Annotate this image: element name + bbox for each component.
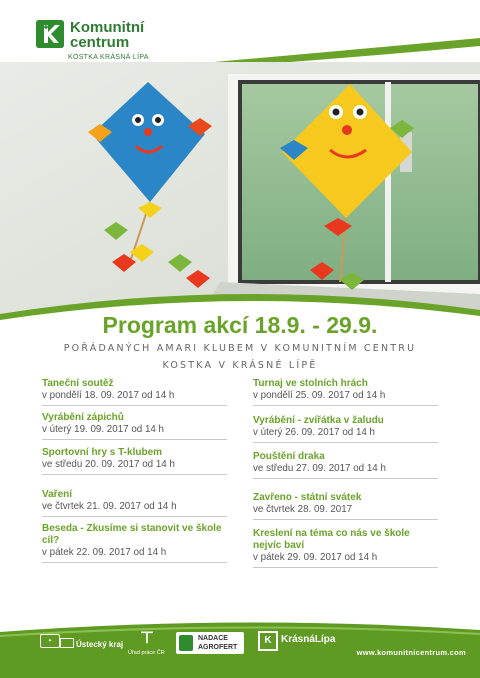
event-date: v pátek 29. 09. 2017 od 14 h: [253, 552, 378, 563]
urad-prace-logo: Úřad práce ČR: [128, 650, 165, 656]
logo-subtitle: KOSTKA KRÁSNÁ LÍPA: [68, 54, 149, 61]
agrofert-text: AGROFERT: [198, 644, 238, 651]
event-item: [42, 447, 227, 475]
event-date: ve středu 20. 09. 2017 od 14 h: [42, 459, 175, 470]
event-item: [253, 415, 438, 443]
footer-url: www.komunitnicentrum.com: [356, 648, 466, 657]
nadace-agrofert-logo: [176, 632, 244, 654]
event-date: ve čtvrtek 28. 09. 2017: [253, 504, 353, 515]
event-date: v pátek 22. 09. 2017 od 14 h: [42, 547, 167, 558]
logo-badge-icon: ✦: [40, 634, 60, 648]
krasna-lipa-icon: K: [258, 631, 278, 651]
ustecky-kraj-logo: Ústecký kraj: [76, 640, 124, 649]
page-title: Program akcí 18.9. - 29.9.: [102, 312, 378, 338]
event-title: Taneční soutěž: [42, 378, 114, 389]
event-title: Vaření: [42, 489, 73, 500]
event-date: ve čtvrtek 21. 09. 2017 od 14 h: [42, 501, 177, 512]
events-left-column: [42, 378, 227, 563]
event-date: ve středu 27. 09. 2017 od 14 h: [253, 463, 386, 474]
event-item: [42, 489, 227, 517]
events-right-column: [253, 378, 438, 568]
event-date: v úterý 26. 09. 2017 od 14 h: [253, 427, 376, 438]
event-item: [253, 378, 438, 406]
kites-photo: [0, 62, 480, 317]
event-title: Sportovní hry s T-klubem: [42, 447, 163, 458]
event-item: [42, 378, 227, 406]
event-item: [42, 412, 227, 440]
event-item: [253, 528, 438, 568]
event-item: [253, 451, 438, 479]
event-title: Vyrábění - zvířátka v žaludu: [253, 415, 384, 426]
event-item: [253, 492, 438, 520]
logo-title-line2: centrum: [70, 34, 130, 51]
leaf-icon: [179, 635, 193, 651]
event-title: Zavřeno - státní svátek: [253, 492, 362, 503]
event-title: Pouštění draka: [253, 451, 325, 462]
nadace-text: NADACE: [198, 635, 228, 642]
event-item: [42, 523, 227, 563]
map-icon: [60, 638, 74, 648]
subtitle-line1: POŘÁDANÝCH AMARI KLUBEM V KOMUNITNÍM CENTRU: [63, 343, 417, 354]
event-title: Vyrábění zápichů: [42, 412, 124, 423]
event-title: Kreslení na téma co nás ve škole nejvíc baví: [253, 528, 410, 551]
urad-prace-icon: ⊤: [140, 630, 154, 647]
subtitle-line2: KOSTKA V KRÁSNÉ LÍPĚ: [162, 360, 318, 371]
event-date: v úterý 19. 09. 2017 od 14 h: [42, 424, 165, 435]
krasna-lipa-logo: KrásnáLípa: [281, 634, 336, 645]
event-date: v pondělí 25. 09. 2017 od 14 h: [253, 390, 386, 401]
event-title: Beseda - Zkusíme si stanovit ve škole cíl?: [42, 523, 222, 546]
logo-title-line1: Komunitní: [70, 19, 145, 36]
event-title: Turnaj ve stolních hrách: [253, 378, 368, 389]
event-date: v pondělí 18. 09. 2017 od 14 h: [42, 390, 175, 401]
